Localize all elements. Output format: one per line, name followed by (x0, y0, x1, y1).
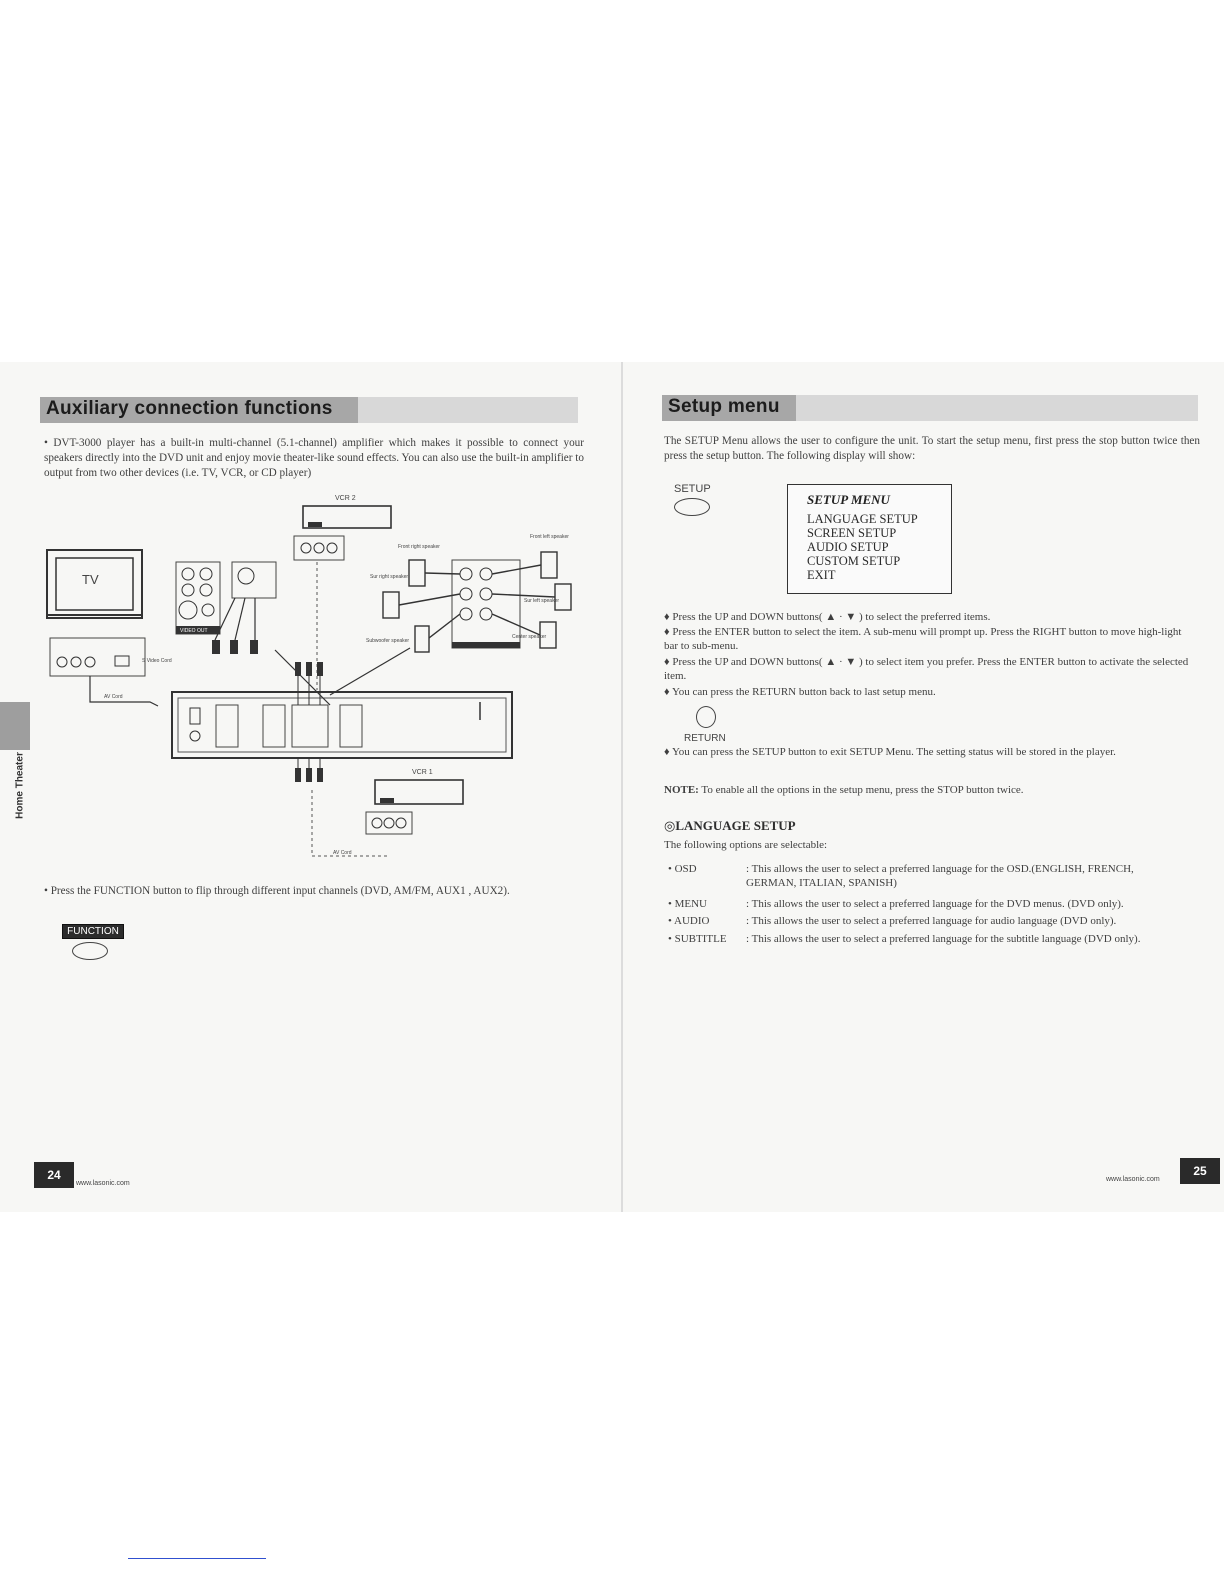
note-text: To enable all the options in the setup menu, press the STOP button twice. (701, 784, 1024, 796)
function-button[interactable] (72, 942, 108, 960)
menu-item-screen: SCREEN SETUP (807, 526, 897, 540)
function-instruction: • Press the FUNCTION button to flip through different input channels (DVD, AM/FM, AUX1 , AUX2). (44, 885, 510, 897)
right-page-number: 25 (1180, 1158, 1220, 1184)
right-section-title: Setup menu (668, 396, 780, 417)
note-label: NOTE: (664, 784, 699, 796)
lang-option-desc: : This allows the user to select a preferred language for audio language (DVD only). (746, 915, 1117, 927)
lang-option-name: • SUBTITLE (668, 933, 727, 945)
sur-right-speaker (383, 592, 399, 618)
video-out-label: VIDEO OUT (180, 628, 208, 634)
setup-menu-title: SETUP MENU (807, 492, 890, 507)
tv-label: TV (82, 572, 99, 587)
subwoofer-label: Subwoofer speaker (366, 638, 410, 644)
setup-button[interactable] (674, 498, 710, 516)
menu-item-audio: AUDIO SETUP (807, 540, 889, 554)
side-label-text: Home Theater (14, 752, 26, 819)
left-page-number: 24 (34, 1162, 74, 1188)
s-video-cord-label: S Video Cord (142, 658, 172, 664)
step-1: ♦ Press the UP and DOWN buttons( ▲ · ▼ ) to select the preferred items. (664, 611, 991, 623)
setup-menu-display (787, 484, 952, 594)
left-url: www.lasonic.com (76, 1180, 130, 1187)
front-left-speaker (541, 552, 557, 578)
subwoofer-speaker (415, 626, 429, 652)
step-3: ♦ Press the UP and DOWN buttons( ▲ · ▼ ) to select item you prefer. Press the ENTER button to activate the selected item. (664, 656, 1189, 682)
av-cord-label-bottom: AV Cord (333, 850, 352, 856)
connection-diagram (40, 490, 580, 870)
vcr2-label: VCR 2 (335, 495, 356, 502)
right-section-header (662, 395, 1198, 421)
front-right-speaker (409, 560, 425, 586)
sur-left-label: Sur left speaker (524, 598, 560, 604)
front-left-label: Front left speaker (530, 534, 569, 540)
setup-button-label: SETUP (674, 483, 711, 495)
lang-option-name: • MENU (668, 898, 707, 910)
step-4: ♦ You can press the RETURN button back to last setup menu. (664, 686, 936, 698)
step-2: ♦ Press the ENTER button to select the item. A sub-menu will prompt up. Press the RIGHT button to move high-light bar to sub-menu. (664, 626, 1182, 652)
menu-item-exit: EXIT (807, 568, 836, 582)
menu-item-language: LANGUAGE SETUP (807, 512, 918, 526)
return-button-label: RETURN (684, 733, 726, 744)
right-url: www.lasonic.com (1106, 1176, 1160, 1183)
left-section-header (40, 397, 578, 423)
return-button[interactable] (696, 706, 716, 728)
vcr1-label: VCR 1 (412, 769, 433, 776)
sur-left-speaker (555, 584, 571, 610)
footer-underline (128, 1558, 266, 1559)
lang-option-name: • OSD (668, 863, 697, 875)
front-right-label: Front right speaker (398, 544, 440, 550)
side-tab (0, 702, 30, 750)
side-label (6, 752, 30, 832)
page-gutter (621, 362, 623, 1212)
sur-right-label: Sur right speaker (370, 574, 409, 580)
av-cord-label-top: AV Cord (104, 694, 123, 700)
note (664, 783, 1198, 797)
dvd-unit (172, 692, 512, 758)
left-intro-text: • DVT-3000 player has a built-in multi-channel (5.1-channel) amplifier which makes it possible to connect your speakers directly into the DVD unit and enjoy movie theater-like sound effects. You can also use the built-in amplifier to output from two other devices (i.e. TV, VCR, or CD player) (44, 437, 584, 479)
menu-item-custom: CUSTOM SETUP (807, 554, 901, 568)
lang-option-desc: : This allows the user to select a preferred language for the OSD.(ENGLISH, FRENCH, GERMAN, ITALIAN, SPANISH) (746, 863, 1134, 889)
left-section-title: Auxiliary connection functions (46, 398, 333, 419)
lang-option-name: • AUDIO (668, 915, 710, 927)
lang-option-desc: : This allows the user to select a preferred language for the subtitle language (DVD only). (746, 933, 1141, 945)
exit-step: ♦ You can press the SETUP button to exit SETUP Menu. The setting status will be stored in the player. (664, 746, 1116, 758)
lang-option-desc: : This allows the user to select a preferred language for the DVD menus. (DVD only). (746, 898, 1124, 910)
language-setup-heading: ◎LANGUAGE SETUP (664, 818, 796, 833)
language-intro: The following options are selectable: (664, 839, 828, 851)
function-button-label: FUNCTION (62, 924, 124, 939)
center-label: Center speaker (512, 634, 547, 640)
setup-intro: The SETUP Menu allows the user to configure the unit. To start the setup menu, first press the stop button twice then press the setup button. The following display will show: (664, 435, 1200, 462)
